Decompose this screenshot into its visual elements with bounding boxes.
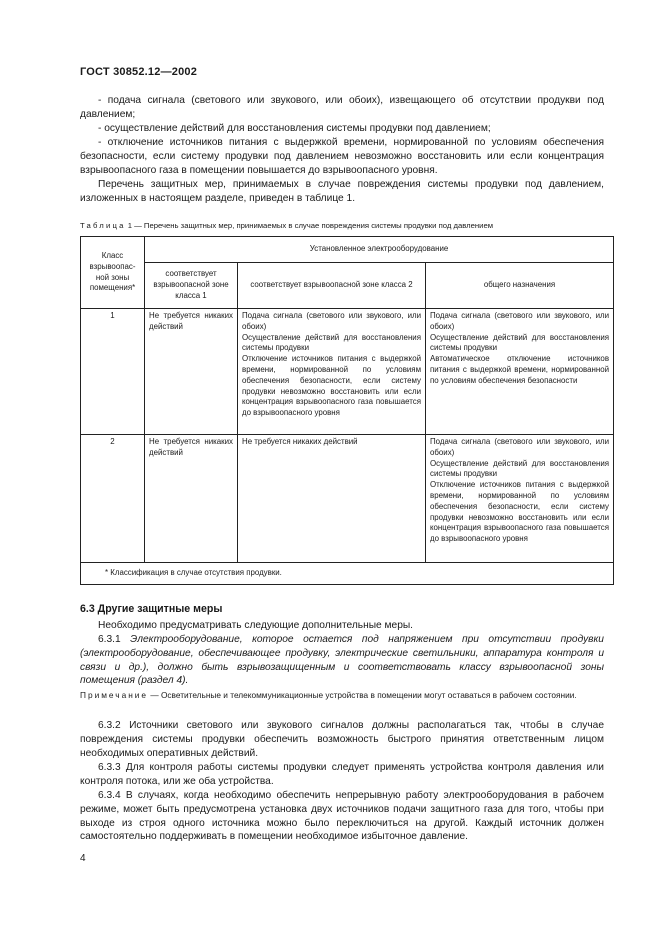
table-caption: [80, 220, 610, 231]
row-zone2-cell: [238, 309, 426, 435]
intro-paragraph-1: - подача сигнала (светового или звукового, или обоих), извещающего об отсутствии продукви под давлением;: [80, 95, 604, 120]
col-header-general: общего назначения: [426, 263, 614, 309]
col-header-zone1: соответствует взрывоопасной зоне класса 1: [145, 263, 238, 309]
row-zone1-cell: Не требуется никаких действий: [145, 435, 238, 563]
section-title: 6.3 Другие защитные меры: [80, 603, 223, 615]
row-zone1-cell: Не требуется никаких действий: [145, 309, 238, 435]
table-row: [81, 435, 614, 563]
measure-auto-disconnect: Автоматическое отключение источников питания с выдержкой времени, нормированной по условиям обеспечения безопасности: [430, 354, 610, 385]
row-zone2-cell: Не требуется никаких действий: [238, 435, 426, 563]
intro-paragraph-2: - осуществление действий для восстановления системы продувки под давлением;: [98, 123, 491, 134]
measure-restore: Осуществление действий для восстановления системы продувки: [430, 332, 610, 353]
measure-restore: Осуществление действий для восстановления системы продувки: [242, 332, 421, 353]
intro-paragraph-3: - отключение источников питания с выдержкой времени, нормированной по условиям обеспечения безопасности, если систему продувки под давлением невозможно восстановить или если концентрация взрывоопасного газа в помещении повышается до взрывоопасного уровня.: [80, 137, 604, 176]
note-label: Примечание: [80, 690, 149, 700]
section-lead: Необходимо предусматривать следующие дополнительные меры.: [98, 620, 414, 631]
col-header-equipment: Установленное электрооборудование: [145, 237, 614, 263]
col-header-class: Класс взрывоопас-ной зоны помещения*: [81, 237, 145, 309]
zone2-measure-list: [242, 311, 421, 419]
table-row: [81, 309, 614, 435]
measure-signal: Подача сигнала (светового или звукового, или обоих): [430, 437, 610, 457]
row-class-number: 2: [81, 435, 145, 563]
paragraph-6-3-2: 6.3.2 Источники светового или звукового сигналов должны располагаться так, чтобы в случае повреждения системы продувки обеспечить возможность быстрого принятия ответственным лицом необходимых оперативных действий.: [80, 720, 604, 759]
paragraph-6-3-1: [80, 633, 604, 688]
table-caption-label: Таблица: [80, 221, 126, 230]
protective-measures-table: [80, 236, 614, 585]
table-footnote: * Классификация в случае отсутствия продувки.: [81, 563, 614, 585]
row-general-cell: [426, 435, 614, 563]
measure-restore: Осуществление действий для восстановления системы продувки: [430, 458, 610, 479]
measure-signal: Подача сигнала (светового или звукового, или обоих): [242, 311, 421, 331]
measure-disconnect: Отключение источников питания с выдержкой времени, нормированной по условиям обеспечения безопасности, если систему продувки невозможно восстановить или если концентрация взрывоопасного газа повышается до взрывоопасного уровня: [430, 480, 610, 544]
table-caption-text: 1 — Перечень защитных мер, принимаемых в случае повреждения системы продувки под давлением: [127, 221, 494, 230]
row-general-cell: [426, 309, 614, 435]
document-header: ГОСТ 30852.12—2002: [80, 66, 198, 78]
measure-signal: Подача сигнала (светового или звукового, или обоих): [430, 311, 610, 331]
row-class-number: 1: [81, 309, 145, 435]
note: [80, 690, 604, 702]
note-text: — Осветительные и телекоммуникационные устройства в помещении могут оставаться в рабочем состоянии.: [150, 690, 577, 700]
page-number: 4: [80, 853, 86, 864]
paragraph-6-3-3: 6.3.3 Для контроля работы системы продувки следует применять устройства контроля давления или контроля потока, или же оба устройства.: [80, 762, 604, 787]
intro-paragraph-4: Перечень защитных мер, принимаемых в случае повреждения системы продувки под давлением, изложенных в настоящем разделе, приведен в таблице 1.: [80, 179, 604, 204]
paragraph-6-3-1-text: Электрооборудование, которое остается под напряжением при отсутствии продувки (электрооборудование, обеспечивающее продувку, электрические светильники, аппаратура контроля и связи и др.), должно быть взрывозащищенным и соответствовать классу взрывоопасной зоны помещения (раздел 4).: [80, 634, 604, 687]
measure-disconnect: Отключение источников питания с выдержкой времени, нормированной по условиям обеспечения безопасности, если систему продувки невозможно восстановить или если концентрация взрывоопасного газа повышается до взрывоопасного уровня: [242, 354, 421, 418]
col-header-zone2: соответствует взрывоопасной зоне класса 2: [238, 263, 426, 309]
paragraph-6-3-1-number: 6.3.1: [98, 634, 121, 645]
paragraph-6-3-4: 6.3.4 В случаях, когда необходимо обеспечить непрерывную работу электрооборудования в рабочем режиме, может быть предусмотрена установка двух источников подачи защитного газа для того, чтобы при выходе из строя одного источника можно было переключиться на другой. Каждый источник должен самостоятельно поддерживать в помещении необходимое избыточное давление.: [80, 790, 604, 843]
